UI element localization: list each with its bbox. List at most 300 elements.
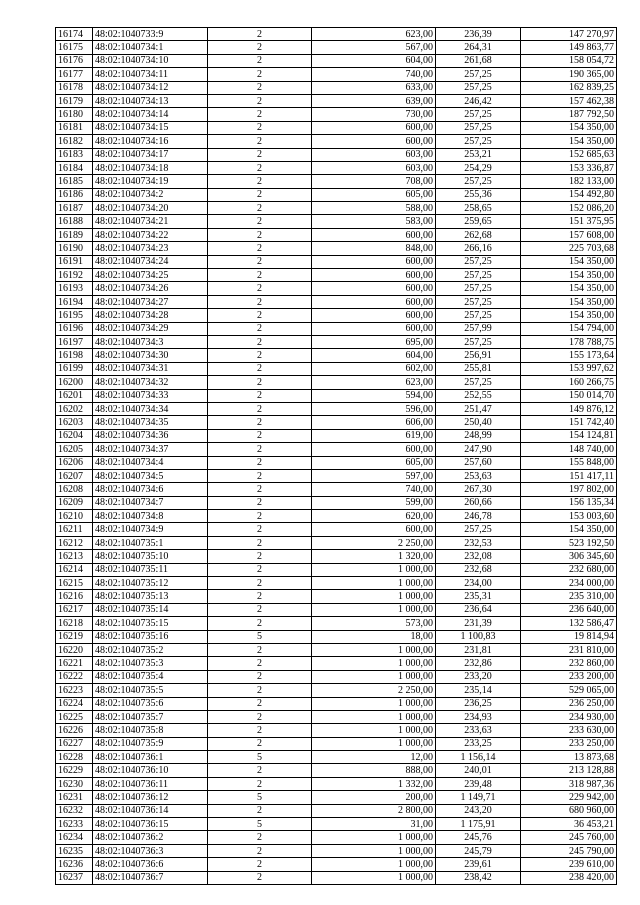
table-row xyxy=(56,657,617,670)
area-cell: 600,00 xyxy=(312,309,436,322)
cadastral-number-cell: 48:02:1040734:1 xyxy=(93,41,208,54)
rate-cell: 231,39 xyxy=(436,617,521,630)
value-cell: 19 814,94 xyxy=(521,630,617,643)
category-cell: 2 xyxy=(208,536,312,549)
category-cell: 2 xyxy=(208,670,312,683)
table-row xyxy=(56,94,617,107)
table-row xyxy=(56,590,617,603)
cadastral-number-cell: 48:02:1040736:3 xyxy=(93,844,208,857)
row-number-cell: 16175 xyxy=(56,41,93,54)
category-cell: 2 xyxy=(208,590,312,603)
rate-cell: 1 149,71 xyxy=(436,791,521,804)
area-cell: 600,00 xyxy=(312,121,436,134)
row-number-cell: 16181 xyxy=(56,121,93,134)
area-cell: 600,00 xyxy=(312,443,436,456)
area-cell: 567,00 xyxy=(312,41,436,54)
value-cell: 154 350,00 xyxy=(521,523,617,536)
area-cell: 600,00 xyxy=(312,295,436,308)
row-number-cell: 16230 xyxy=(56,777,93,790)
rate-cell: 234,93 xyxy=(436,710,521,723)
cadastral-number-cell: 48:02:1040734:7 xyxy=(93,496,208,509)
table-row xyxy=(56,751,617,764)
table-row xyxy=(56,643,617,656)
category-cell: 5 xyxy=(208,630,312,643)
area-cell: 1 000,00 xyxy=(312,844,436,857)
category-cell: 2 xyxy=(208,228,312,241)
value-cell: 182 133,00 xyxy=(521,175,617,188)
value-cell: 154 350,00 xyxy=(521,135,617,148)
category-cell: 2 xyxy=(208,389,312,402)
area-cell: 1 000,00 xyxy=(312,710,436,723)
category-cell: 2 xyxy=(208,135,312,148)
cadastral-number-cell: 48:02:1040734:8 xyxy=(93,510,208,523)
table-row xyxy=(56,175,617,188)
row-number-cell: 16223 xyxy=(56,684,93,697)
area-cell: 603,00 xyxy=(312,161,436,174)
cadastral-number-cell: 48:02:1040734:26 xyxy=(93,282,208,295)
category-cell: 2 xyxy=(208,657,312,670)
table-row xyxy=(56,402,617,415)
category-cell: 2 xyxy=(208,737,312,750)
cadastral-number-cell: 48:02:1040734:13 xyxy=(93,94,208,107)
value-cell: 236 250,00 xyxy=(521,697,617,710)
table-row xyxy=(56,121,617,134)
cadastral-number-cell: 48:02:1040734:32 xyxy=(93,376,208,389)
category-cell: 2 xyxy=(208,496,312,509)
row-number-cell: 16204 xyxy=(56,429,93,442)
value-cell: 529 065,00 xyxy=(521,684,617,697)
rate-cell: 257,60 xyxy=(436,456,521,469)
category-cell: 2 xyxy=(208,94,312,107)
row-number-cell: 16231 xyxy=(56,791,93,804)
area-cell: 848,00 xyxy=(312,242,436,255)
cadastral-number-cell: 48:02:1040735:3 xyxy=(93,657,208,670)
rate-cell: 257,25 xyxy=(436,255,521,268)
rate-cell: 232,86 xyxy=(436,657,521,670)
category-cell: 2 xyxy=(208,202,312,215)
rate-cell: 250,40 xyxy=(436,416,521,429)
row-number-cell: 16232 xyxy=(56,804,93,817)
area-cell: 1 332,00 xyxy=(312,777,436,790)
area-cell: 600,00 xyxy=(312,269,436,282)
category-cell: 2 xyxy=(208,510,312,523)
area-cell: 1 000,00 xyxy=(312,577,436,590)
value-cell: 197 802,00 xyxy=(521,483,617,496)
area-cell: 1 000,00 xyxy=(312,831,436,844)
table-row xyxy=(56,844,617,857)
area-cell: 639,00 xyxy=(312,94,436,107)
area-cell: 594,00 xyxy=(312,389,436,402)
area-cell: 604,00 xyxy=(312,349,436,362)
table-row xyxy=(56,496,617,509)
area-cell: 1 000,00 xyxy=(312,590,436,603)
rate-cell: 239,61 xyxy=(436,858,521,871)
row-number-cell: 16214 xyxy=(56,563,93,576)
value-cell: 245 790,00 xyxy=(521,844,617,857)
category-cell: 2 xyxy=(208,41,312,54)
cadastral-number-cell: 48:02:1040735:2 xyxy=(93,643,208,656)
rate-cell: 239,48 xyxy=(436,777,521,790)
value-cell: 213 128,88 xyxy=(521,764,617,777)
rate-cell: 246,42 xyxy=(436,94,521,107)
value-cell: 151 742,40 xyxy=(521,416,617,429)
row-number-cell: 16193 xyxy=(56,282,93,295)
row-number-cell: 16234 xyxy=(56,831,93,844)
rate-cell: 266,16 xyxy=(436,242,521,255)
table-row xyxy=(56,483,617,496)
table-row xyxy=(56,215,617,228)
area-cell: 600,00 xyxy=(312,228,436,241)
cadastral-number-cell: 48:02:1040736:11 xyxy=(93,777,208,790)
rate-cell: 253,63 xyxy=(436,469,521,482)
row-number-cell: 16208 xyxy=(56,483,93,496)
table-row xyxy=(56,309,617,322)
value-cell: 154 350,00 xyxy=(521,269,617,282)
table-row xyxy=(56,831,617,844)
category-cell: 2 xyxy=(208,563,312,576)
area-cell: 603,00 xyxy=(312,148,436,161)
rate-cell: 260,66 xyxy=(436,496,521,509)
table-row xyxy=(56,577,617,590)
cadastral-number-cell: 48:02:1040734:2 xyxy=(93,188,208,201)
table-row xyxy=(56,563,617,576)
row-number-cell: 16192 xyxy=(56,269,93,282)
rate-cell: 257,99 xyxy=(436,322,521,335)
cadastral-number-cell: 48:02:1040734:37 xyxy=(93,443,208,456)
category-cell: 2 xyxy=(208,724,312,737)
row-number-cell: 16199 xyxy=(56,362,93,375)
cadastral-number-cell: 48:02:1040734:29 xyxy=(93,322,208,335)
area-cell: 1 000,00 xyxy=(312,697,436,710)
table-row xyxy=(56,791,617,804)
area-cell: 740,00 xyxy=(312,68,436,81)
cadastral-number-cell: 48:02:1040735:5 xyxy=(93,684,208,697)
cadastral-number-cell: 48:02:1040734:22 xyxy=(93,228,208,241)
rate-cell: 252,55 xyxy=(436,389,521,402)
value-cell: 523 192,50 xyxy=(521,536,617,549)
rate-cell: 248,99 xyxy=(436,429,521,442)
rate-cell: 255,36 xyxy=(436,188,521,201)
category-cell: 2 xyxy=(208,416,312,429)
area-cell: 1 000,00 xyxy=(312,858,436,871)
category-cell: 2 xyxy=(208,710,312,723)
category-cell: 2 xyxy=(208,121,312,134)
row-number-cell: 16207 xyxy=(56,469,93,482)
table-row xyxy=(56,617,617,630)
table-row xyxy=(56,697,617,710)
area-cell: 1 000,00 xyxy=(312,643,436,656)
area-cell: 588,00 xyxy=(312,202,436,215)
value-cell: 149 863,77 xyxy=(521,41,617,54)
cadastral-number-cell: 48:02:1040734:10 xyxy=(93,54,208,67)
category-cell: 5 xyxy=(208,818,312,831)
table-row xyxy=(56,282,617,295)
value-cell: 156 135,34 xyxy=(521,496,617,509)
value-cell: 157 608,00 xyxy=(521,228,617,241)
rate-cell: 257,25 xyxy=(436,335,521,348)
value-cell: 153 336,87 xyxy=(521,161,617,174)
row-number-cell: 16190 xyxy=(56,242,93,255)
area-cell: 596,00 xyxy=(312,402,436,415)
category-cell: 2 xyxy=(208,215,312,228)
rate-cell: 256,91 xyxy=(436,349,521,362)
area-cell: 623,00 xyxy=(312,376,436,389)
table-row xyxy=(56,349,617,362)
cadastral-number-cell: 48:02:1040734:11 xyxy=(93,68,208,81)
rate-cell: 257,25 xyxy=(436,135,521,148)
area-cell: 1 000,00 xyxy=(312,737,436,750)
cadastral-number-cell: 48:02:1040736:14 xyxy=(93,804,208,817)
rate-cell: 231,81 xyxy=(436,643,521,656)
area-cell: 1 000,00 xyxy=(312,657,436,670)
value-cell: 234 930,00 xyxy=(521,710,617,723)
value-cell: 132 586,47 xyxy=(521,617,617,630)
cadastral-number-cell: 48:02:1040735:6 xyxy=(93,697,208,710)
category-cell: 2 xyxy=(208,764,312,777)
row-number-cell: 16221 xyxy=(56,657,93,670)
table-row xyxy=(56,68,617,81)
value-cell: 151 417,11 xyxy=(521,469,617,482)
rate-cell: 251,47 xyxy=(436,402,521,415)
cadastral-number-cell: 48:02:1040734:12 xyxy=(93,81,208,94)
category-cell: 2 xyxy=(208,255,312,268)
table-row xyxy=(56,724,617,737)
cadastral-number-cell: 48:02:1040734:21 xyxy=(93,215,208,228)
value-cell: 154 350,00 xyxy=(521,121,617,134)
cadastral-number-cell: 48:02:1040736:7 xyxy=(93,871,208,884)
value-cell: 152 685,63 xyxy=(521,148,617,161)
table-row xyxy=(56,737,617,750)
value-cell: 154 350,00 xyxy=(521,282,617,295)
row-number-cell: 16201 xyxy=(56,389,93,402)
rate-cell: 245,79 xyxy=(436,844,521,857)
category-cell: 2 xyxy=(208,28,312,41)
area-cell: 619,00 xyxy=(312,429,436,442)
area-cell: 599,00 xyxy=(312,496,436,509)
value-cell: 234 000,00 xyxy=(521,577,617,590)
cadastral-number-cell: 48:02:1040733:9 xyxy=(93,28,208,41)
area-cell: 200,00 xyxy=(312,791,436,804)
area-cell: 605,00 xyxy=(312,456,436,469)
area-cell: 1 320,00 xyxy=(312,550,436,563)
rate-cell: 233,63 xyxy=(436,724,521,737)
category-cell: 2 xyxy=(208,81,312,94)
row-number-cell: 16191 xyxy=(56,255,93,268)
table-row xyxy=(56,777,617,790)
category-cell: 2 xyxy=(208,456,312,469)
area-cell: 2 250,00 xyxy=(312,684,436,697)
rate-cell: 236,39 xyxy=(436,28,521,41)
rate-cell: 261,68 xyxy=(436,54,521,67)
table-row xyxy=(56,804,617,817)
table-row xyxy=(56,41,617,54)
row-number-cell: 16183 xyxy=(56,148,93,161)
rate-cell: 257,25 xyxy=(436,175,521,188)
rate-cell: 257,25 xyxy=(436,81,521,94)
cadastral-number-cell: 48:02:1040735:13 xyxy=(93,590,208,603)
area-cell: 1 000,00 xyxy=(312,603,436,616)
value-cell: 154 794,00 xyxy=(521,322,617,335)
value-cell: 148 740,00 xyxy=(521,443,617,456)
cadastral-number-cell: 48:02:1040735:4 xyxy=(93,670,208,683)
category-cell: 2 xyxy=(208,603,312,616)
value-cell: 154 350,00 xyxy=(521,309,617,322)
cadastral-number-cell: 48:02:1040735:12 xyxy=(93,577,208,590)
rate-cell: 255,81 xyxy=(436,362,521,375)
rate-cell: 257,25 xyxy=(436,121,521,134)
value-cell: 225 703,68 xyxy=(521,242,617,255)
cadastral-number-cell: 48:02:1040734:19 xyxy=(93,175,208,188)
table-row xyxy=(56,536,617,549)
rate-cell: 232,68 xyxy=(436,563,521,576)
cadastral-number-cell: 48:02:1040735:10 xyxy=(93,550,208,563)
row-number-cell: 16209 xyxy=(56,496,93,509)
value-cell: 160 266,75 xyxy=(521,376,617,389)
rate-cell: 235,31 xyxy=(436,590,521,603)
row-number-cell: 16236 xyxy=(56,858,93,871)
rate-cell: 259,65 xyxy=(436,215,521,228)
table-row xyxy=(56,108,617,121)
table-row xyxy=(56,670,617,683)
value-cell: 680 960,00 xyxy=(521,804,617,817)
area-cell: 605,00 xyxy=(312,188,436,201)
cadastral-number-cell: 48:02:1040736:10 xyxy=(93,764,208,777)
row-number-cell: 16237 xyxy=(56,871,93,884)
table-row xyxy=(56,322,617,335)
category-cell: 2 xyxy=(208,577,312,590)
row-number-cell: 16179 xyxy=(56,94,93,107)
row-number-cell: 16219 xyxy=(56,630,93,643)
row-number-cell: 16206 xyxy=(56,456,93,469)
row-number-cell: 16218 xyxy=(56,617,93,630)
value-cell: 187 792,50 xyxy=(521,108,617,121)
category-cell: 2 xyxy=(208,295,312,308)
table-row xyxy=(56,603,617,616)
area-cell: 597,00 xyxy=(312,469,436,482)
value-cell: 154 492,80 xyxy=(521,188,617,201)
value-cell: 152 086,20 xyxy=(521,202,617,215)
value-cell: 13 873,68 xyxy=(521,751,617,764)
cadastral-number-cell: 48:02:1040734:28 xyxy=(93,309,208,322)
table-row xyxy=(56,269,617,282)
rate-cell: 257,25 xyxy=(436,282,521,295)
area-cell: 31,00 xyxy=(312,818,436,831)
table-row xyxy=(56,389,617,402)
cadastral-number-cell: 48:02:1040734:6 xyxy=(93,483,208,496)
row-number-cell: 16195 xyxy=(56,309,93,322)
table-row xyxy=(56,510,617,523)
value-cell: 233 200,00 xyxy=(521,670,617,683)
rate-cell: 245,76 xyxy=(436,831,521,844)
category-cell: 2 xyxy=(208,68,312,81)
value-cell: 235 310,00 xyxy=(521,590,617,603)
area-cell: 730,00 xyxy=(312,108,436,121)
table-row xyxy=(56,161,617,174)
area-cell: 620,00 xyxy=(312,510,436,523)
table-row xyxy=(56,188,617,201)
row-number-cell: 16233 xyxy=(56,818,93,831)
value-cell: 239 610,00 xyxy=(521,858,617,871)
table-row xyxy=(56,818,617,831)
category-cell: 2 xyxy=(208,362,312,375)
cadastral-number-cell: 48:02:1040734:35 xyxy=(93,416,208,429)
value-cell: 162 839,25 xyxy=(521,81,617,94)
row-number-cell: 16178 xyxy=(56,81,93,94)
table-row xyxy=(56,416,617,429)
category-cell: 2 xyxy=(208,550,312,563)
row-number-cell: 16184 xyxy=(56,161,93,174)
table-row xyxy=(56,456,617,469)
table-row xyxy=(56,202,617,215)
cadastral-number-cell: 48:02:1040735:11 xyxy=(93,563,208,576)
category-cell: 2 xyxy=(208,871,312,884)
value-cell: 306 345,60 xyxy=(521,550,617,563)
value-cell: 238 420,00 xyxy=(521,871,617,884)
value-cell: 154 124,81 xyxy=(521,429,617,442)
value-cell: 157 462,38 xyxy=(521,94,617,107)
category-cell: 2 xyxy=(208,523,312,536)
row-number-cell: 16212 xyxy=(56,536,93,549)
cadastral-number-cell: 48:02:1040734:3 xyxy=(93,335,208,348)
rate-cell: 233,20 xyxy=(436,670,521,683)
cadastral-number-cell: 48:02:1040734:25 xyxy=(93,269,208,282)
category-cell: 2 xyxy=(208,376,312,389)
value-cell: 36 453,21 xyxy=(521,818,617,831)
cadastral-number-cell: 48:02:1040734:5 xyxy=(93,469,208,482)
rate-cell: 246,78 xyxy=(436,510,521,523)
cadastral-number-cell: 48:02:1040734:17 xyxy=(93,148,208,161)
row-number-cell: 16185 xyxy=(56,175,93,188)
value-cell: 233 250,00 xyxy=(521,737,617,750)
cadastral-number-cell: 48:02:1040734:30 xyxy=(93,349,208,362)
table-row xyxy=(56,684,617,697)
table-row xyxy=(56,429,617,442)
row-number-cell: 16176 xyxy=(56,54,93,67)
area-cell: 1 000,00 xyxy=(312,871,436,884)
row-number-cell: 16198 xyxy=(56,349,93,362)
rate-cell: 257,25 xyxy=(436,376,521,389)
table-row xyxy=(56,54,617,67)
rate-cell: 264,31 xyxy=(436,41,521,54)
category-cell: 2 xyxy=(208,858,312,871)
row-number-cell: 16211 xyxy=(56,523,93,536)
category-cell: 2 xyxy=(208,777,312,790)
cadastral-number-cell: 48:02:1040736:1 xyxy=(93,751,208,764)
area-cell: 888,00 xyxy=(312,764,436,777)
rate-cell: 257,25 xyxy=(436,295,521,308)
table-body xyxy=(56,28,617,885)
value-cell: 178 788,75 xyxy=(521,335,617,348)
row-number-cell: 16177 xyxy=(56,68,93,81)
rate-cell: 247,90 xyxy=(436,443,521,456)
area-cell: 633,00 xyxy=(312,81,436,94)
row-number-cell: 16188 xyxy=(56,215,93,228)
document-page xyxy=(55,27,616,885)
row-number-cell: 16235 xyxy=(56,844,93,857)
rate-cell: 253,21 xyxy=(436,148,521,161)
area-cell: 12,00 xyxy=(312,751,436,764)
rate-cell: 257,25 xyxy=(436,68,521,81)
cadastral-number-cell: 48:02:1040734:36 xyxy=(93,429,208,442)
category-cell: 2 xyxy=(208,402,312,415)
table-row xyxy=(56,228,617,241)
cadastral-number-cell: 48:02:1040735:9 xyxy=(93,737,208,750)
category-cell: 2 xyxy=(208,309,312,322)
table-row xyxy=(56,135,617,148)
cadastral-table xyxy=(55,27,617,885)
value-cell: 229 942,00 xyxy=(521,791,617,804)
area-cell: 606,00 xyxy=(312,416,436,429)
